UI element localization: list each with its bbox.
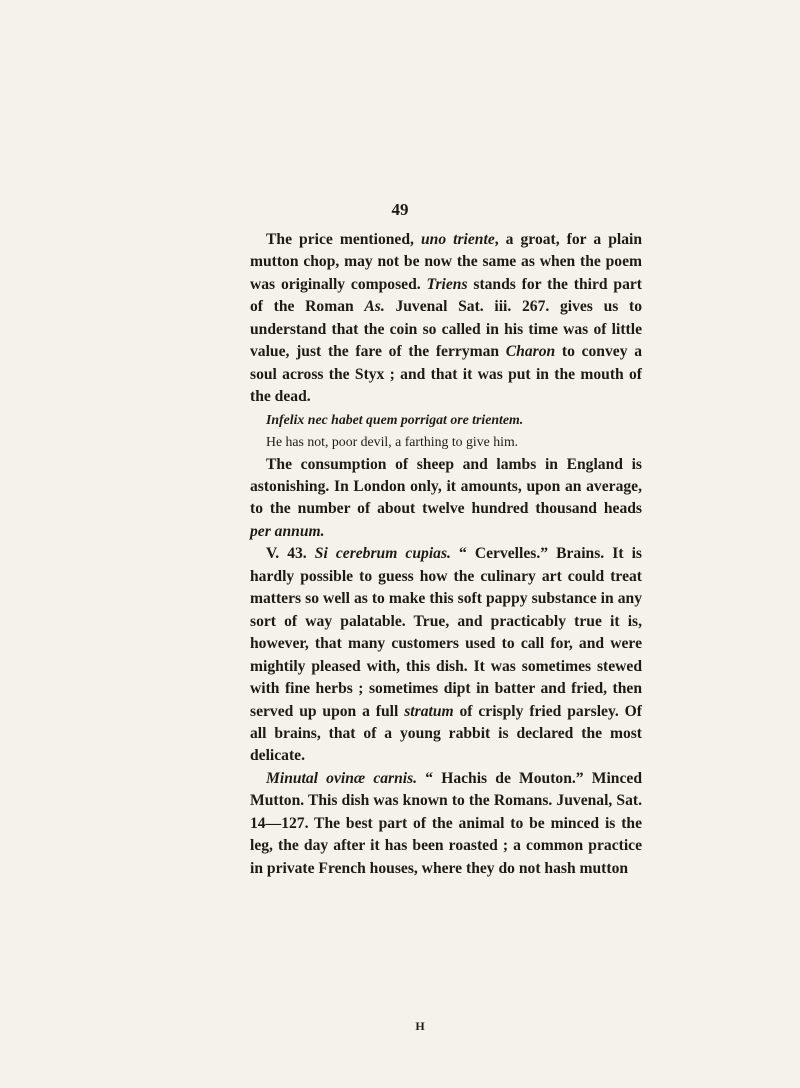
body-text [250,229,642,880]
text-run: to convey a soul across the Styx ; and that it was put in the mouth of the dead. [250,343,642,406]
text-run: stands for the third part of the Roman [250,275,643,316]
signature-mark: H [415,1019,425,1033]
text-run: “ Cervelles.” Brains. It is hardly possible to guess how the culinary art could treat matters so well as to make this soft pappy substance in any sort of way palatable. True, and practicably true it is, however, that many customers used to call for, and were mightily pleased with, this dish. It was sometimes stewed with fine herbs ; sometimes dipt in batter and fried, then served up upon a full [250,545,642,720]
paragraph-brains [250,543,642,768]
latin-quote: Infelix nec habet quem porrigat ore trientem. [266,411,524,427]
page-number: 49 [391,200,409,219]
text-run: of crisply fried parsley. Of all brains, that of a young rabbit is declared the most delicate. [250,702,642,765]
italic-term: As. [364,298,385,316]
italic-term: Si cerebrum cupias. [314,545,451,563]
paragraph-price [250,229,642,409]
italic-term: stratum [404,702,454,720]
text-run: The price mentioned, [266,231,421,248]
paragraph-minced-mutton [250,768,642,880]
italic-term: per annum. [250,522,325,540]
text-run: The consumption of sheep and lambs in England is astonishing. In London only, it amounts, upon an average, to the number of about twelve hundred thousand heads [250,455,642,518]
paragraph-consumption [250,454,642,544]
italic-term: Minutal ovinæ carnis. [266,769,418,787]
text-run: , a groat, for a plain mutton chop, may not be now the same as when the poem was originally composed. [250,231,642,293]
text-run: V. 43. [266,545,315,563]
quote-translation: He has not, poor devil, a farthing to give him. [266,434,519,450]
text-run: “ Hachis de Mouton.” Minced Mutton. This dish was known to the Romans. Juvenal, Sat. 14—127. The best part of the animal to be minced is the leg, the day after it has been roasted ; a common practice in private French houses, where they do not hash mutton [250,769,642,877]
italic-term: Charon [505,343,556,361]
text-run: Juvenal Sat. iii. 267. gives us to understand that the coin so called in his time was of little value, just the fare of the ferryman [250,298,642,361]
italic-term: uno triente [420,231,495,248]
italic-term: Triens [426,275,468,293]
